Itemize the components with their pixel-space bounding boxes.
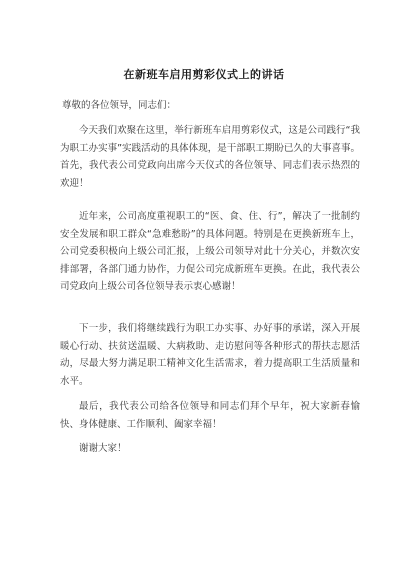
paragraph-welcome: 今天我们欢聚在这里，举行新班车启用剪彩仪式，这是公司践行“我为职工办实事”实践活动的具体体现，是干部职工期盼已久的大事喜事。首先，我代表公司党政向出席今天仪式的各位领导、同志们表示热烈的欢迎！ (60, 125, 360, 189)
paragraph-background: 近年来，公司高度重视职工的“医、食、住、行”，解决了一批制约安全发展和职工群众“急难愁盼”的具体问题。特别是在更换新班车上，公司党委积极向上级公司汇报，上级公司领导对此十分关心，并数次安排部署，各部门通力协作，力促公司完成新班车更换。在此，我代表公司党政向上级公司各位领导表示衷心感谢！ (60, 211, 360, 292)
paragraph-greetings: 最后，我代表公司给各位领导和同志们拜个早年，祝大家新春愉快、身体健康、工作顺利、阖家幸福！ (60, 401, 360, 430)
salutation: 尊敬的各位领导，同志们： (62, 100, 177, 111)
paragraph-thanks: 谢谢大家！ (79, 443, 127, 454)
document-title: 在新班车启用剪彩仪式上的讲话 (123, 68, 285, 81)
paragraph-next-steps: 下一步，我们将继续践行为职工办实事、办好事的承诺，深入开展暖心行动、扶贫送温暖、大病救助、走访慰问等各种形式的帮扶志愿活动，尽最大努力满足职工精神文化生活需求，着力提高职工生活质量和水平。 (60, 323, 360, 387)
